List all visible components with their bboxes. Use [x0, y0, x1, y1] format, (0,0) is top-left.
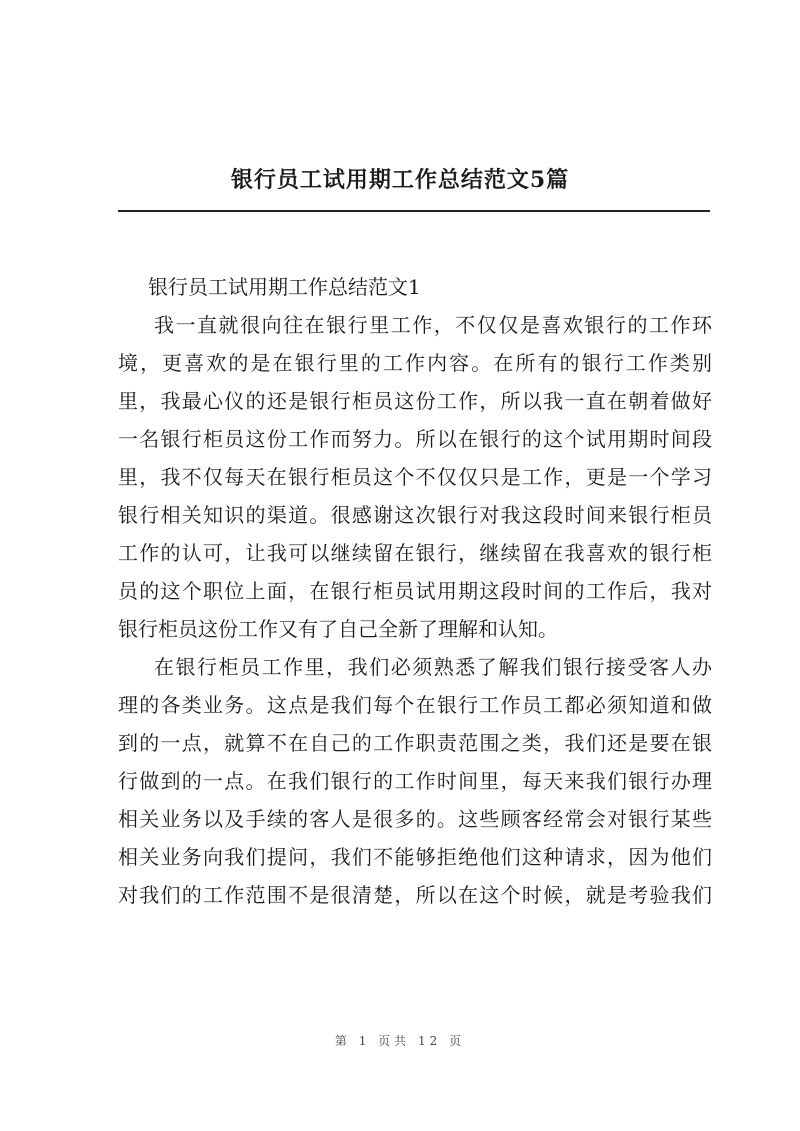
text-line: 相关业务以及手续的客人是很多的。这些顾客经常会对银行某些	[118, 807, 712, 831]
text-line: 到的一点，就算不在自己的工作职责范围之类，我们还是要在银	[118, 731, 712, 755]
document-title: 银行员工试用期工作总结范文5篇	[230, 167, 570, 193]
document-body	[118, 268, 712, 914]
paragraph-2	[118, 648, 712, 914]
text-line: 行做到的一点。在我们银行的工作时间里，每天来我们银行办理	[118, 769, 712, 793]
text-line: 对我们的工作范围不是很清楚，所以在这个时候，就是考验我们	[118, 883, 712, 907]
text-line: 在银行柜员工作里，我们必须熟悉了解我们银行接受客人办	[154, 655, 712, 679]
text-line: 员的这个职位上面，在银行柜员试用期这段时间的工作后，我对	[118, 579, 712, 603]
text-line: 里，我不仅每天在银行柜员这个不仅仅只是工作，更是一个学习	[118, 465, 712, 489]
text-line: 境，更喜欢的是在银行里的工作内容。在所有的银行工作类别	[118, 351, 712, 375]
text-line: 银行柜员这份工作又有了自己全新了理解和认知。	[118, 617, 558, 641]
text-line: 相关业务向我们提问，我们不能够拒绝他们这种请求，因为他们	[118, 845, 712, 869]
paragraph-1	[118, 306, 712, 648]
section-heading: 银行员工试用期工作总结范文1	[148, 275, 421, 299]
text-line: 一名银行柜员这份工作而努力。所以在银行的这个试用期时间段	[118, 427, 712, 451]
page-footer: 第 1 页共 12 页	[334, 1034, 466, 1048]
title-divider	[118, 210, 710, 212]
text-line: 我一直就很向往在银行里工作，不仅仅是喜欢银行的工作环	[154, 313, 712, 337]
text-line: 理的各类业务。这点是我们每个在银行工作员工都必须知道和做	[118, 693, 712, 717]
text-line: 里，我最心仪的还是银行柜员这份工作，所以我一直在朝着做好	[118, 389, 712, 413]
text-line: 工作的认可，让我可以继续留在银行，继续留在我喜欢的银行柜	[118, 541, 712, 565]
text-line: 银行相关知识的渠道。很感谢这次银行对我这段时间来银行柜员	[118, 503, 712, 527]
